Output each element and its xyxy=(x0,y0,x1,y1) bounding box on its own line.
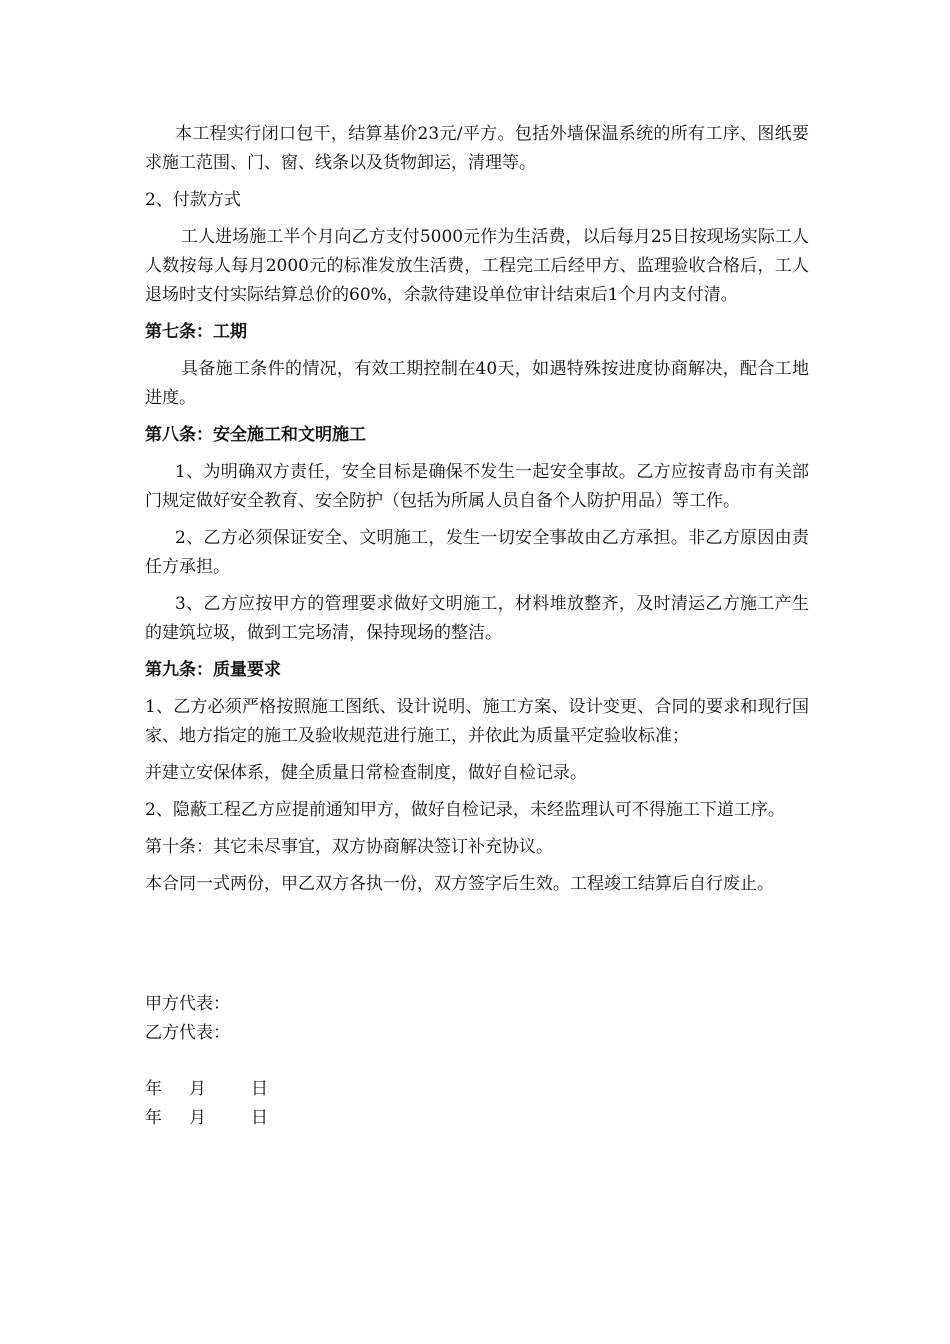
paragraph-article-10: 第十条：其它未尽事宜，双方协商解决签订补充协议。 xyxy=(145,837,553,857)
date-year-label: 年 xyxy=(145,1108,162,1128)
party-b-representative: 乙方代表： xyxy=(145,1023,230,1043)
paragraph-safety-2: 2、乙方必须保证安全、文明施工，发生一切安全事故由乙方承担。非乙方原因由责任方承担。 xyxy=(145,528,809,577)
date-block xyxy=(145,1075,268,1133)
date-day-label: 日 xyxy=(251,1079,268,1099)
paragraph-payment-terms: 工人进场施工半个月向乙方支付5000元作为生活费，以后每月25日按现场实际工人人数按每人每月2000元的标准发放生活费，工程完工后经甲方、监理验收合格后，工人退场时支付实际结算总价的60%，余款待建设单位审计结束后1个月内支付清。 xyxy=(145,227,809,305)
paragraph-pricing: 本工程实行闭口包干，结算基价23元/平方。包括外墙保温系统的所有工序、图纸要求施工范围、门、窗、线条以及货物卸运，清理等。 xyxy=(145,124,809,173)
paragraph-safety-3: 3、乙方应按甲方的管理要求做好文明施工，材料堆放整齐，及时清运乙方施工产生的建筑垃圾，做到工完场清，保持现场的整洁。 xyxy=(145,594,809,643)
paragraph-payment-title: 2、付款方式 xyxy=(145,190,241,210)
party-a-representative: 甲方代表： xyxy=(145,994,230,1014)
date-day-label: 日 xyxy=(251,1108,268,1128)
paragraph-quality-2: 2、隐蔽工程乙方应提前通知甲方，做好自检记录，未经监理认可不得施工下道工序。 xyxy=(145,800,785,820)
date-row-party-a xyxy=(145,1075,268,1104)
heading-article-8: 第八条：安全施工和文明施工 xyxy=(145,425,366,445)
heading-article-9: 第九条：质量要求 xyxy=(145,660,281,680)
paragraph-quality-system: 并建立安保体系，健全质量日常检查制度，做好自检记录。 xyxy=(145,763,587,783)
date-month-label: 月 xyxy=(189,1079,206,1099)
heading-article-7: 第七条：工期 xyxy=(145,322,247,342)
paragraph-safety-1: 1、为明确双方责任，安全目标是确保不发生一起安全事故。乙方应按青岛市有关部门规定做好安全教育、安全防护（包括为所属人员自备个人防护用品）等工作。 xyxy=(145,462,809,511)
signature-block xyxy=(145,990,230,1048)
date-month-label: 月 xyxy=(189,1108,206,1128)
paragraph-validity: 本合同一式两份，甲乙双方各执一份，双方签字后生效。工程竣工结算后自行废止。 xyxy=(145,874,774,894)
paragraph-duration: 具备施工条件的情况，有效工期控制在40天，如遇特殊按进度协商解决，配合工地进度。 xyxy=(145,359,809,408)
document-body xyxy=(145,120,809,899)
paragraph-quality-1: 1、乙方必须严格按照施工图纸、设计说明、施工方案、设计变更、合同的要求和现行国家、地方指定的施工及验收规范进行施工，并依此为质量平定验收标准； xyxy=(145,697,809,746)
date-year-label: 年 xyxy=(145,1079,162,1099)
date-row-party-b xyxy=(145,1104,268,1133)
